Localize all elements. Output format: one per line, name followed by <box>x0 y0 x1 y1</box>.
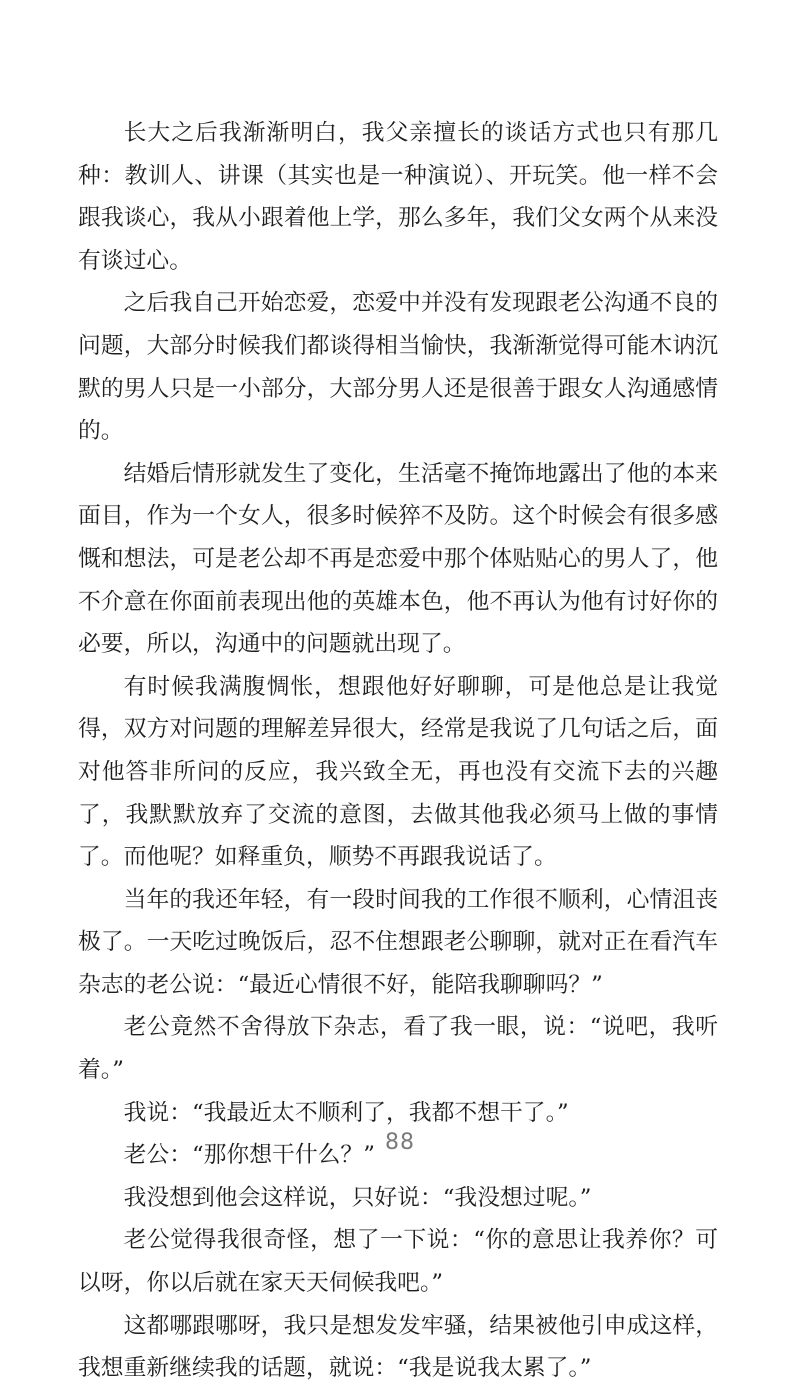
paragraph-5: 当年的我还年轻，有一段时间我的工作很不顺利，心情沮丧极了。一天吃过晚饭后，忍不住想跟老公聊聊，就对正在看汽车杂志的老公说：“最近心情很不好，能陪我聊聊吗？” <box>78 886 718 998</box>
paragraph-7: 我说：“我最近太不顺利了，我都不想干了。” <box>123 1099 569 1126</box>
page-number: 88 <box>385 1130 415 1155</box>
paragraph-9: 我没想到他会这样说，只好说：“我没想过呢。” <box>123 1184 592 1211</box>
paragraph-1: 长大之后我渐渐明白，我父亲擅长的谈话方式也只有那几种：教训人、讲课（其实也是一种演说）、开玩笑。他一样不会跟我谈心，我从小跟着他上学，那么多年，我们父女两个从来没有谈过心。 <box>78 120 718 274</box>
paragraph-6: 老公竟然不舍得放下杂志，看了我一眼，说：“说吧，我听着。” <box>78 1014 718 1084</box>
paragraph-10: 老公觉得我很奇怪，想了一下说：“你的意思让我养你？可以呀，你以后就在家天天伺候我吧。” <box>78 1227 718 1297</box>
paragraph-2: 之后我自己开始恋爱，恋爱中并没有发现跟老公沟通不良的问题，大部分时候我们都谈得相当愉快，我渐渐觉得可能木讷沉默的男人只是一小部分，大部分男人还是很善于跟女人沟通感情的。 <box>78 290 718 445</box>
paragraph-11: 这都哪跟哪呀，我只是想发发牢骚，结果被他引申成这样，我想重新继续我的话题，就说：“我是说我太累了。” <box>78 1312 718 1382</box>
paragraph-8: 老公：“那你想干什么？” <box>123 1142 375 1169</box>
paragraph-4: 有时候我满腹惆怅，想跟他好好聊聊，可是他总是让我觉得，双方对问题的理解差异很大，经常是我说了几句话之后，面对他答非所问的反应，我兴致全无，再也没有交流下去的兴趣了，我默默放弃了交流的意图，去做其他我必须马上做的事情了。而他呢？如释重负，顺势不再跟我说话了。 <box>78 673 718 871</box>
page-body-text <box>78 112 718 1390</box>
paragraph-3: 结婚后情形就发生了变化，生活毫不掩饰地露出了他的本来面目，作为一个女人，很多时候猝不及防。这个时候会有很多感慨和想法，可是老公却不再是恋爱中那个体贴贴心的男人了，他不介意在你面前表现出他的英雄本色，他不再认为他有讨好你的必要，所以，沟通中的问题就出现了。 <box>78 460 718 658</box>
